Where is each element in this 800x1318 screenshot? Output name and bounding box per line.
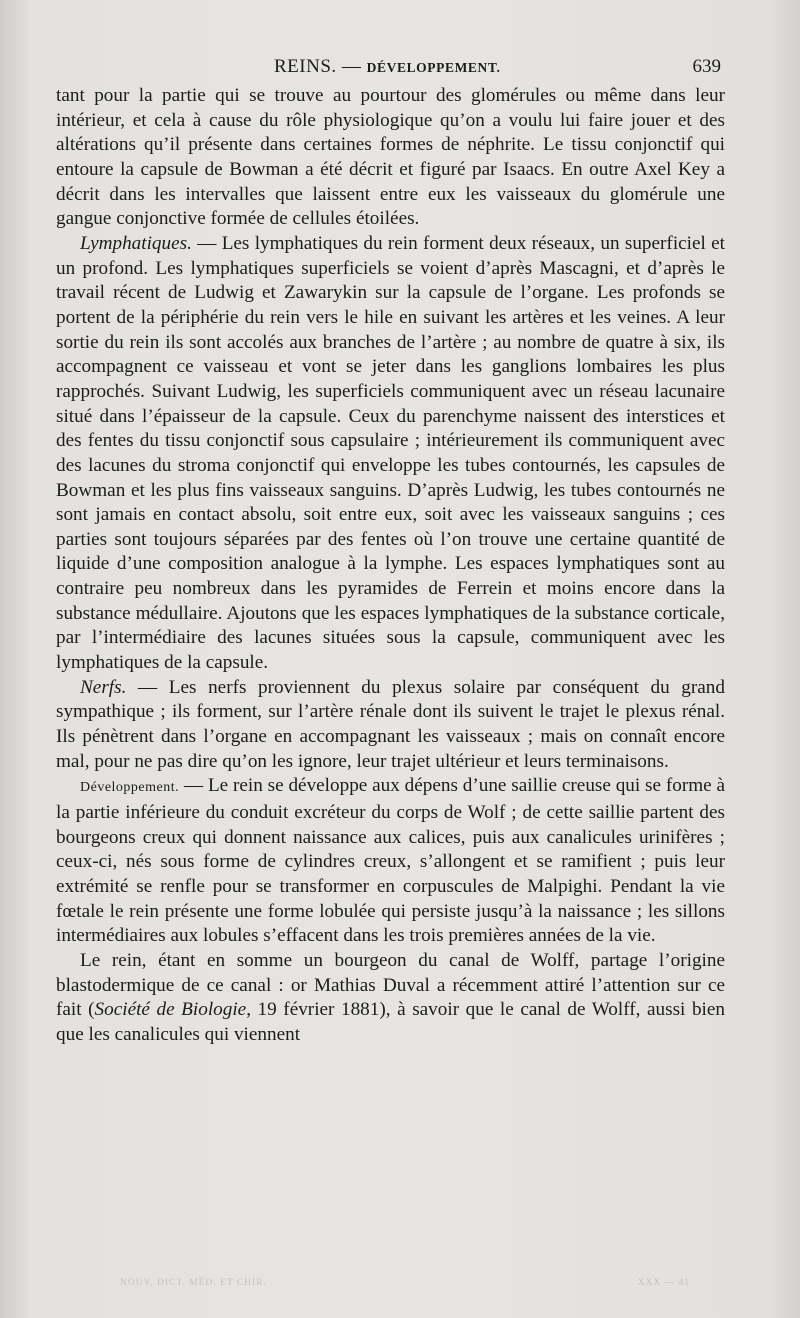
section-lead-nerfs: Nerfs. [80,676,127,698]
running-title-main: REINS. — [274,56,367,77]
section-lead-developpement: Développement. [80,780,180,796]
running-title-subtitle: DÉVELOPPEMENT. [366,60,501,75]
paragraph-developpement [56,774,725,949]
footer-sheet-number: XXX — 41 [637,1278,690,1288]
paragraph-text: — Les nerfs proviennent du plexus solaire par conséquent du grand sympathique ; ils forment, sur l’artère rénale dont ils suivent le trajet le plexus rénal. Ils pénètrent dans l’organe en accompagnant les vaisseaux ; mais on connaît encore mal, pour ne pas dire qu’on les ignore, leur trajet ultérieur et leurs terminaisons. [56,676,725,772]
page-header [58,52,723,82]
paragraph-text: — Les lymphatiques du rein forment deux réseaux, un superficiel et un profond. Les lymphatiques superficiels se voient d’après Mascagni, et d’après le travail récent de Ludwig et Zawarykin sur la capsule de l’organe. Les profonds se portent de la périphérie du rein vers le hile en suivant les artères et les veines. A leur sortie du rein ils sont accolés aux branches de l’artère ; au nombre de quatre à six, ils accompagnent ce vaisseau et vont se jeter dans les ganglions lombaires les plus rapprochés. Suivant Ludwig, les superficiels communiquent avec un réseau lacunaire situé dans l’épaisseur de la capsule. Ceux du parenchyme naissent des interstices et des fentes du tissu conjonctif sous capsulaire ; intérieurement ils communiquent avec des lacunes du stroma conjonctif qui enveloppe les tubes contournés, les capsules de Bowman et les plus fins vaisseaux sanguins. D’après Ludwig, les tubes contournés ne sont jamais en contact absolu, soit entre eux, soit avec les vaisseaux sanguins ; ces parties sont toujours séparées par des fentes où l’on trouve une certaine quantité de liquide d’une composition analogue à la lymphe. Les espaces lymphatiques sont au contraire peu nombreux dans les pyramides de Ferrein et moins encore dans la substance médullaire. Ajoutons que les espaces lymphatiques de la substance corticale, par l’intermédiaire des lacunes situées sous la capsule, communiquent avec les lymphatiques de la capsule. [56,232,725,674]
page-footer [120,1278,720,1292]
section-lead-lymphatiques: Lymphatiques. [80,232,192,254]
paragraph-text: — Le rein se développe aux dépens d’une saillie creuse qui se forme à la partie inférieure du conduit excréteur du corps de Wolf ; de cette saillie partent des bourgeons creux qui donnent naissance aux calices, puis aux canalicules urinifères ; ceux-ci, nés sous forme de cylindres creux, s’allongent et se ramifient ; puis leur extrémité se renfle pour se transformer en corpuscules de Malpighi. Pendant la vie fœtale le rein présente une forme lobulée qui persiste jusqu’à la naissance ; les sillons intermédiaires aux lobules s’effacent dans les trois premières années de la vie. [56,775,725,947]
paragraph-text: tant pour la partie qui se trouve au pourtour des glomérules ou même dans leur intérieur, et cela à cause du rôle physiologique qu’on a voulu lui faire jouer et des altérations qu’il présente dans certaines formes de néphrite. Le tissu conjonctif qui entoure la capsule de Bowman a été décrit et figuré par Isaacs. En outre Axel Key a décrit dans les intervalles que laissent entre eux les vaisseaux du glomérule une gangue conjonctive formée de cellules étoilées. [56,85,725,230]
paragraph-continuation [56,84,725,232]
running-title [274,56,500,78]
paragraph-text-before: Le rein, étant en somme un bourgeon du canal de Wolff, partage l’origine blastodermique de ce canal : or Mathias Duval a récemment attiré l’attention sur ce fait ( [56,949,725,1021]
page-number: 639 [692,56,721,77]
paragraph-text-after: , 19 février 1881), à savoir que le canal de Wolff, aussi bien que les canalicules qui viennent [56,999,725,1045]
paragraph-lymphatiques [56,232,725,676]
paragraph-le-rein [56,949,725,1048]
body-text [56,84,725,1048]
footer-signature: NOUV. DICT. MÉD. ET CHIR. [120,1278,267,1288]
paragraph-nerfs [56,676,725,775]
citation-title: Société de Biologie [94,999,247,1021]
